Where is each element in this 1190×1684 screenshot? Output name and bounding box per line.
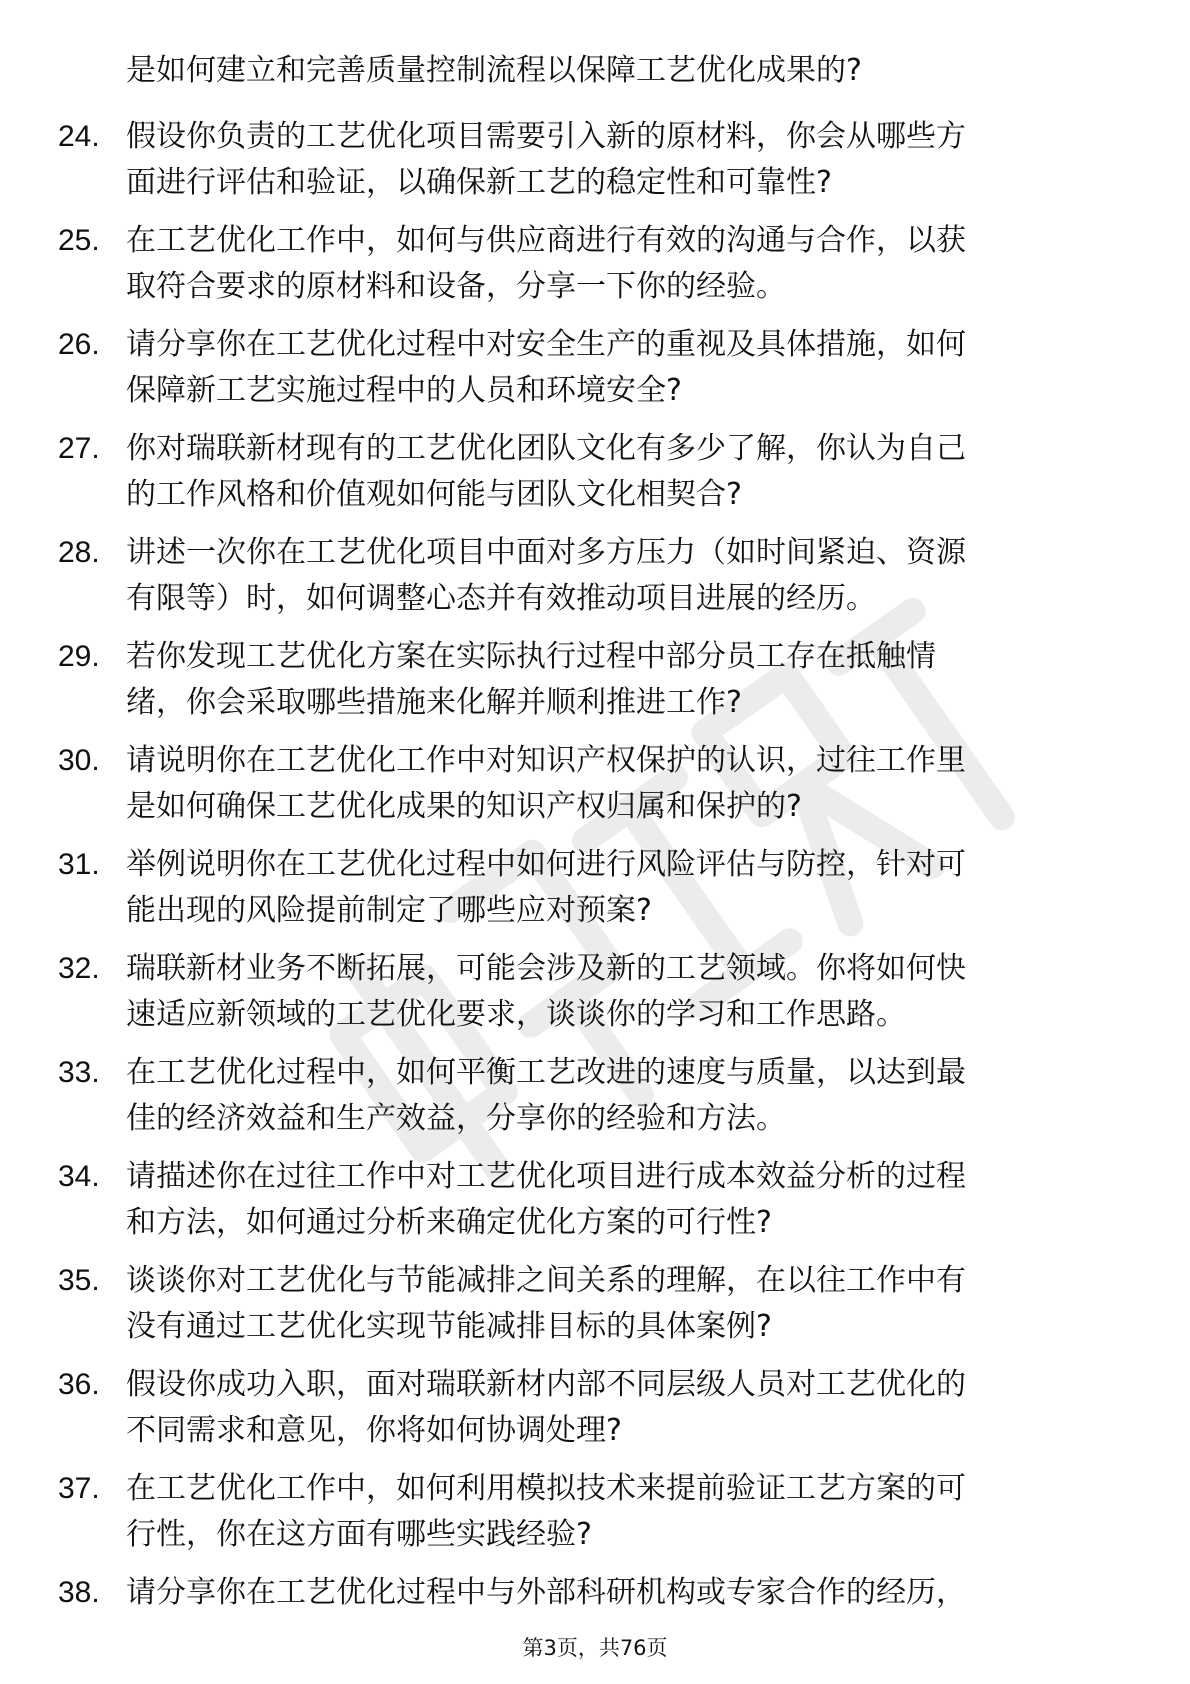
question-line: 请分享你在工艺优化过程中对安全生产的重视及具体措施，如何	[126, 327, 966, 362]
list-item	[58, 1570, 1118, 1616]
list-item	[58, 738, 1118, 830]
question-line: 的工作风格和价值观如何能与团队文化相契合?	[126, 477, 742, 512]
question-text	[126, 946, 1116, 1038]
question-line: 若你发现工艺优化方案在实际执行过程中部分员工存在抵触情	[126, 639, 936, 674]
question-number: 30.	[58, 744, 100, 777]
question-line: 有限等）时，如何调整心态并有效推动项目进展的经历。	[126, 581, 876, 616]
question-line: 请说明你在工艺优化工作中对知识产权保护的认识，过往工作里	[126, 743, 966, 778]
question-number: 38.	[58, 1576, 100, 1609]
question-list	[58, 48, 1118, 1616]
question-line: 保障新工艺实施过程中的人员和环境安全?	[126, 373, 682, 408]
question-text	[126, 634, 1116, 726]
question-text	[126, 218, 1116, 310]
question-line: 在工艺优化过程中，如何平衡工艺改进的速度与质量，以达到最	[126, 1055, 966, 1090]
question-text	[126, 114, 1116, 206]
page-footer: 第3页，共76页	[522, 1636, 668, 1660]
question-text	[126, 530, 1116, 622]
list-item	[58, 946, 1118, 1038]
question-line: 假设你成功入职，面对瑞联新材内部不同层级人员对工艺优化的	[126, 1367, 966, 1402]
list-item	[58, 1466, 1118, 1558]
list-item	[58, 1258, 1118, 1350]
question-line: 能出现的风险提前制定了哪些应对预案?	[126, 893, 652, 928]
list-item	[58, 634, 1118, 726]
question-line: 请分享你在工艺优化过程中与外部科研机构或专家合作的经历，	[126, 1575, 966, 1610]
question-line: 是如何确保工艺优化成果的知识产权归属和保护的?	[126, 789, 802, 824]
list-item	[58, 1050, 1118, 1142]
question-number: 29.	[58, 640, 100, 673]
question-items	[58, 114, 1118, 1616]
question-line: 在工艺优化工作中，如何利用模拟技术来提前验证工艺方案的可	[126, 1471, 966, 1506]
question-number: 27.	[58, 432, 100, 465]
question-number: 28.	[58, 536, 100, 569]
list-item	[58, 426, 1118, 518]
question-number: 26.	[58, 328, 100, 361]
question-line: 面进行评估和验证，以确保新工艺的稳定性和可靠性?	[126, 165, 832, 200]
question-number: 32.	[58, 952, 100, 985]
question-line: 取符合要求的原材料和设备，分享一下你的经验。	[126, 269, 786, 304]
question-line: 瑞联新材业务不断拓展，可能会涉及新的工艺领域。你将如何快	[126, 951, 966, 986]
question-line: 和方法，如何通过分析来确定优化方案的可行性?	[126, 1205, 772, 1240]
question-line: 请描述你在过往工作中对工艺优化项目进行成本效益分析的过程	[126, 1159, 966, 1194]
list-item	[58, 530, 1118, 622]
question-text	[126, 1466, 1116, 1558]
question-text	[126, 322, 1116, 414]
question-line: 假设你负责的工艺优化项目需要引入新的原材料，你会从哪些方	[126, 119, 966, 154]
question-line: 佳的经济效益和生产效益，分享你的经验和方法。	[126, 1101, 786, 1136]
question-number: 36.	[58, 1368, 100, 1401]
question-line: 绪，你会采取哪些措施来化解并顺利推进工作?	[126, 685, 742, 720]
question-number: 35.	[58, 1264, 100, 1297]
question-text	[126, 426, 1116, 518]
list-item	[58, 1154, 1118, 1246]
question-line: 谈谈你对工艺优化与节能减排之间关系的理解，在以往工作中有	[126, 1263, 966, 1298]
question-text	[126, 1154, 1116, 1246]
question-line: 举例说明你在工艺优化过程中如何进行风险评估与防控，针对可	[126, 847, 966, 882]
question-number: 25.	[58, 224, 100, 257]
list-item	[58, 842, 1118, 934]
question-line: 在工艺优化工作中，如何与供应商进行有效的沟通与合作，以获	[126, 223, 966, 258]
continuation-text: 是如何建立和完善质量控制流程以保障工艺优化成果的?	[126, 53, 862, 88]
question-line: 行性，你在这方面有哪些实践经验?	[126, 1517, 592, 1552]
question-number: 34.	[58, 1160, 100, 1193]
question-number: 33.	[58, 1056, 100, 1089]
question-text	[126, 1050, 1116, 1142]
list-item	[58, 114, 1118, 206]
question-line: 没有通过工艺优化实现节能减排目标的具体案例?	[126, 1309, 772, 1344]
question-line: 不同需求和意见，你将如何协调处理?	[126, 1413, 622, 1448]
question-text	[126, 842, 1116, 934]
question-text	[126, 1570, 1116, 1616]
list-item	[58, 218, 1118, 310]
question-number: 24.	[58, 120, 100, 153]
list-item	[58, 322, 1118, 414]
question-line: 讲述一次你在工艺优化项目中面对多方压力（如时间紧迫、资源	[126, 535, 966, 570]
question-text	[126, 1362, 1116, 1454]
list-item	[58, 1362, 1118, 1454]
question-line: 速适应新领域的工艺优化要求，谈谈你的学习和工作思路。	[126, 997, 906, 1032]
question-text	[126, 1258, 1116, 1350]
question-text	[126, 738, 1116, 830]
question-number: 37.	[58, 1472, 100, 1505]
question-number: 31.	[58, 848, 100, 881]
question-line: 你对瑞联新材现有的工艺优化团队文化有多少了解，你认为自己	[126, 431, 966, 466]
